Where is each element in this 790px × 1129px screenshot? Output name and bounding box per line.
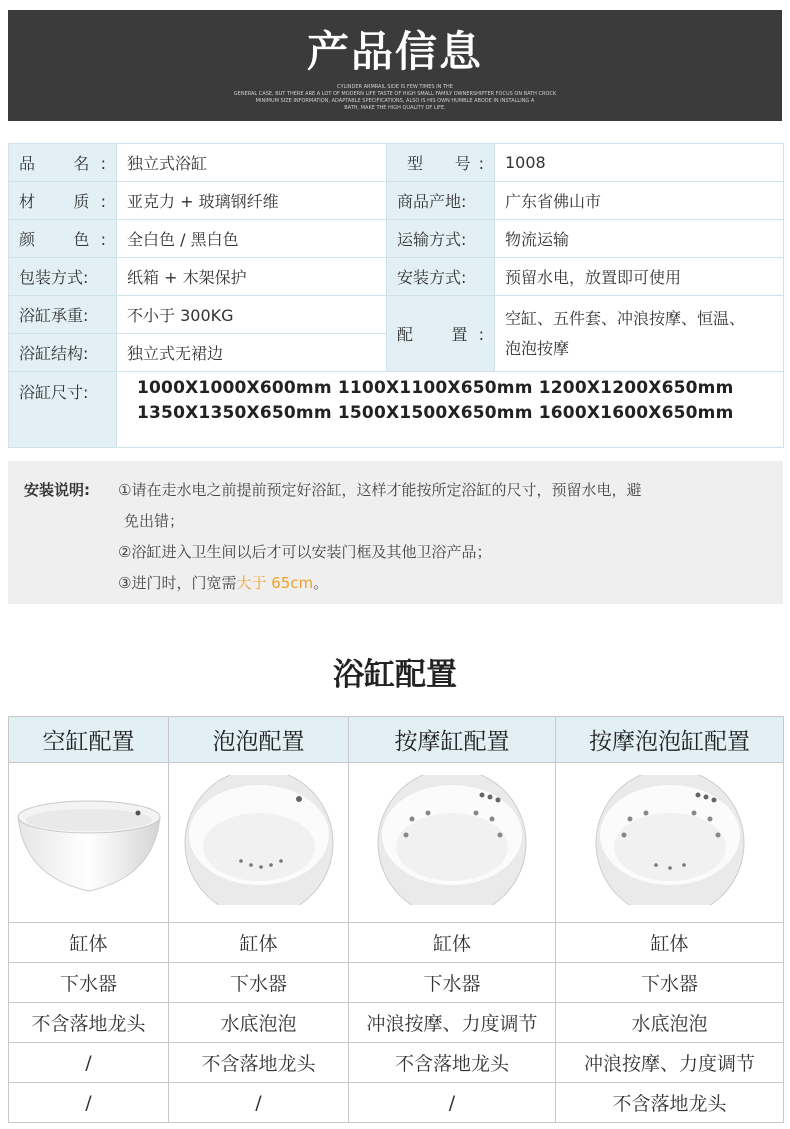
- config-cell: /: [169, 1083, 349, 1123]
- header-caption-line: GENERAL CASE, BUT THERE ARE A LOT OF MODERN LIFE TASTE OF HIGH SMALL FAMILY OWNERSHIPTER FOCUS ON BATH CROCK: [233, 91, 557, 97]
- config-cell: 下水器: [9, 963, 169, 1003]
- config-cell: /: [9, 1083, 169, 1123]
- config-cell: 缸体: [556, 923, 784, 963]
- product-info-table: [8, 143, 784, 448]
- installation-line-3: ②浴缸进入卫生间以后才可以安装门框及其他卫浴产品；: [118, 543, 492, 561]
- bathtub-massage-bubble-image: [590, 775, 750, 905]
- name-value: 独立式浴缸: [117, 144, 387, 182]
- structure-label: 浴缸结构:: [9, 334, 117, 372]
- packing-value: 纸箱 + 木架保护: [117, 258, 387, 296]
- config-table: [8, 716, 784, 1123]
- header-banner: [8, 10, 782, 121]
- config-cell: 水底泡泡: [169, 1003, 349, 1043]
- color-value: 全白色 / 黑白色: [117, 220, 387, 258]
- config-section-title: 浴缸配置: [333, 657, 457, 693]
- bathtub-empty-image: [14, 785, 164, 895]
- structure-value: 独立式无裙边: [117, 334, 387, 372]
- config-cell: /: [9, 1043, 169, 1083]
- bathtub-image-cell: [349, 763, 556, 923]
- load-value: 不小于 300KG: [117, 296, 387, 334]
- config-cell: 缸体: [169, 923, 349, 963]
- config-column-header: 按摩缸配置: [349, 717, 556, 763]
- installation-notes: [8, 461, 783, 604]
- config-cell: 不含落地龙头: [349, 1043, 556, 1083]
- config-cell: 冲浪按摩、力度调节: [349, 1003, 556, 1043]
- bathtub-image-cell: [9, 763, 169, 923]
- shipping-label: 运输方式:: [387, 220, 495, 258]
- config-column-header: 按摩泡泡缸配置: [556, 717, 784, 763]
- color-label: 颜 色:: [9, 220, 117, 258]
- installation-line-4: ③进门时，门宽需大于 65cm。: [118, 574, 329, 592]
- load-label: 浴缸承重:: [9, 296, 117, 334]
- config-cell: /: [349, 1083, 556, 1123]
- material-label: 材 质:: [9, 182, 117, 220]
- config-cell: 下水器: [349, 963, 556, 1003]
- config-cell: 冲浪按摩、力度调节: [556, 1043, 784, 1083]
- origin-label: 商品产地:: [387, 182, 495, 220]
- installation-label: 安装说明:: [24, 481, 90, 499]
- config-label: 配 置:: [387, 296, 495, 372]
- config-cell: 不含落地龙头: [9, 1003, 169, 1043]
- model-label: 型 号:: [387, 144, 495, 182]
- config-cell: 水底泡泡: [556, 1003, 784, 1043]
- origin-value: 广东省佛山市: [495, 182, 784, 220]
- install-label: 安装方式:: [387, 258, 495, 296]
- config-cell: 不含落地龙头: [169, 1043, 349, 1083]
- installation-line-2: 免出错；: [124, 512, 185, 530]
- door-width-highlight: 大于 65cm: [236, 574, 314, 592]
- install-value: 预留水电，放置即可使用: [495, 258, 784, 296]
- shipping-value: 物流运输: [495, 220, 784, 258]
- bathtub-massage-image: [372, 775, 532, 905]
- header-caption-line: CYLINDER ARMRAIL SIDE IS FEW TIMES IN THE: [337, 84, 453, 90]
- name-label: 品 名:: [9, 144, 117, 182]
- bathtub-image-cell: [169, 763, 349, 923]
- config-column-header: 泡泡配置: [169, 717, 349, 763]
- config-cell: 不含落地龙头: [556, 1083, 784, 1123]
- size-value: 1000X1000X600mm 1100X1100X650mm 1200X1200X650mm 1350X1350X650mm 1500X1500X650mm 1600X1600X650mm: [117, 372, 784, 448]
- model-value: 1008: [495, 144, 784, 182]
- config-cell: 下水器: [556, 963, 784, 1003]
- header-caption-line: BATH, MAKE THE HIGH QUALITY OF LIFE.: [344, 105, 446, 111]
- bathtub-bubble-image: [179, 775, 339, 905]
- packing-label: 包装方式:: [9, 258, 117, 296]
- config-value: 空缸、五件套、冲浪按摩、恒温、 泡泡按摩: [495, 296, 784, 372]
- config-cell: 下水器: [169, 963, 349, 1003]
- installation-line-1: ①请在走水电之前提前预定好浴缸，这样才能按所定浴缸的尺寸，预留水电，避: [118, 481, 642, 499]
- size-label: 浴缸尺寸:: [9, 372, 117, 448]
- header-title: 产品信息: [306, 27, 483, 76]
- header-caption-line: MINIMUM SIZE INFORMATION, ADAPTABLE SPECIFICATIONS, ALSO IS HIS OWN HUMBLE ABODE IN INSTALLING A: [255, 98, 535, 104]
- config-column-header: 空缸配置: [9, 717, 169, 763]
- config-cell: 缸体: [9, 923, 169, 963]
- bathtub-image-cell: [556, 763, 784, 923]
- material-value: 亚克力 + 玻璃钢纤维: [117, 182, 387, 220]
- config-cell: 缸体: [349, 923, 556, 963]
